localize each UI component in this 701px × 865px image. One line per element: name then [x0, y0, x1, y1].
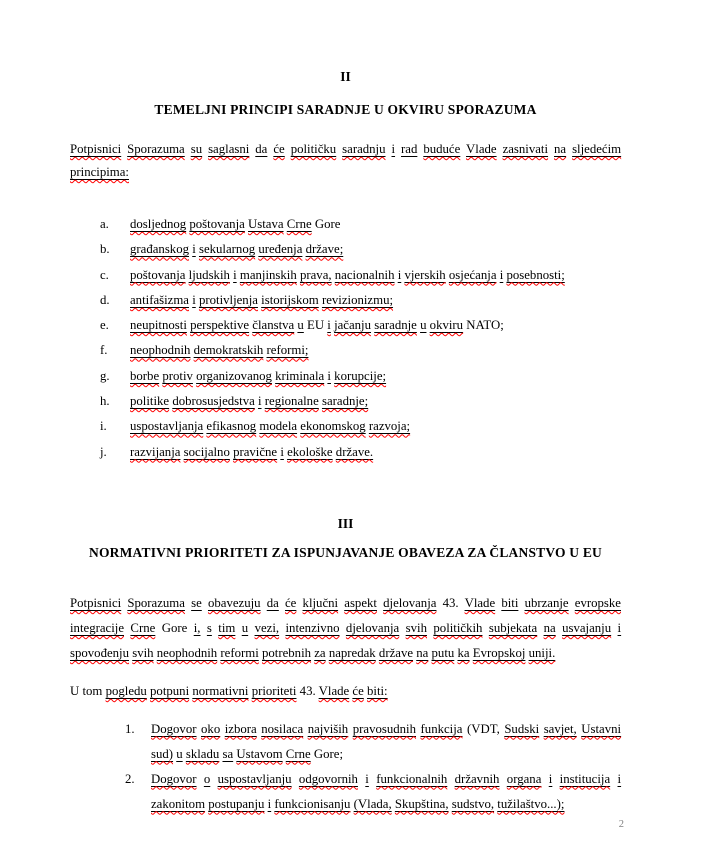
section-3-title: NORMATIVNI PRIORITETI ZA ISPUNJAVANJE OBAVEZA ZA ČLANSTVO U EU	[89, 544, 602, 560]
priorities-numbered-list	[70, 717, 621, 817]
list-item-marker: i.	[100, 419, 107, 434]
list-item	[100, 389, 621, 414]
list-item-marker: 2.	[125, 771, 135, 786]
list-item-marker: f.	[100, 343, 108, 358]
list-item	[100, 212, 621, 237]
section-3-lead-line: U tom pogledu potpuni normativni prioriteti 43. Vlade će biti:	[70, 683, 388, 698]
section-2-title: TEMELJNI PRINCIPI SARADNJE U OKVIRU SPORAZUMA	[154, 102, 537, 117]
list-item-text: neupitnosti perspektive članstva u EU i jačanju saradnje u okviru NATO;	[130, 318, 504, 333]
list-item	[100, 414, 621, 439]
list-item-marker: h.	[100, 394, 110, 409]
section-2-numeral: II	[340, 69, 351, 84]
list-item	[100, 338, 621, 363]
list-item-text: poštovanja ljudskih i manjinskih prava, nacionalnih i vjerskih osjećanja i posebnosti;	[130, 267, 565, 282]
list-item	[100, 440, 621, 465]
list-item-marker: a.	[100, 217, 109, 231]
list-item-text: politike dobrosusjedstva i regionalne saradnje;	[130, 394, 369, 409]
list-item-text: Dogovor o uspostavljanju odgovornih i funkcionalnih državnih organa i institucija i zakonitom postupanju i funkcionisanju (Vlada, Skupština, sudstvo, tužilaštvo...);	[151, 771, 622, 811]
list-item-marker: d.	[100, 292, 110, 307]
list-item-text: dosljednog poštovanja Ustava Crne Gore	[130, 217, 341, 231]
list-item-marker: g.	[100, 368, 110, 383]
list-item	[100, 237, 621, 262]
list-item-marker: e.	[100, 318, 109, 333]
page-number: 2	[618, 819, 624, 830]
section-3-numeral: III	[337, 515, 354, 531]
list-item	[100, 313, 621, 338]
list-item	[100, 263, 621, 288]
list-item	[125, 767, 621, 817]
list-item	[100, 288, 621, 313]
list-item-text: Dogovor oko izbora nosilaca najviših pravosudnih funkcija (VDT, Sudski savjet, Ustavni sud) u skladu sa Ustavom Crne Gore;	[151, 721, 622, 761]
list-item	[100, 364, 621, 389]
section-2-intro-paragraph: Potpisnici Sporazuma su saglasni da će političku saradnju i rad buduće Vlade zasnivati na sljedećim principima:	[70, 142, 622, 179]
principles-letter-list	[70, 212, 621, 465]
list-item-marker: j.	[100, 444, 107, 459]
list-item-text: razvijanja socijalno pravične i ekološke države.	[130, 444, 374, 459]
list-item-text: antifašizma i protivljenja istorijskom revizionizmu;	[130, 292, 394, 307]
list-item	[125, 717, 621, 767]
list-item-text: uspostavljanja efikasnog modela ekonomskog razvoja;	[130, 419, 411, 434]
list-item-text: neophodnih demokratskih reformi;	[130, 343, 309, 358]
list-item-text: građanskog i sekularnog uređenja države;	[130, 242, 344, 257]
list-item-text: borbe protiv organizovanog kriminala i korupcije;	[130, 368, 387, 383]
list-item-marker: 1.	[125, 721, 135, 736]
list-item-marker: c.	[100, 267, 109, 282]
section-3-paragraph: Potpisnici Sporazuma se obavezuju da će ključni aspekt djelovanja 43. Vlade biti ubrzanje evropske integracije Crne Gore i, s tim u vezi, intenzivno djelovanja svih političkih subjekata na usvajanju i spovođenju svih neophodnih reformi potrebnih za napredak države na putu ka Evropskoj uniji.	[70, 595, 622, 660]
list-item-marker: b.	[100, 242, 110, 257]
